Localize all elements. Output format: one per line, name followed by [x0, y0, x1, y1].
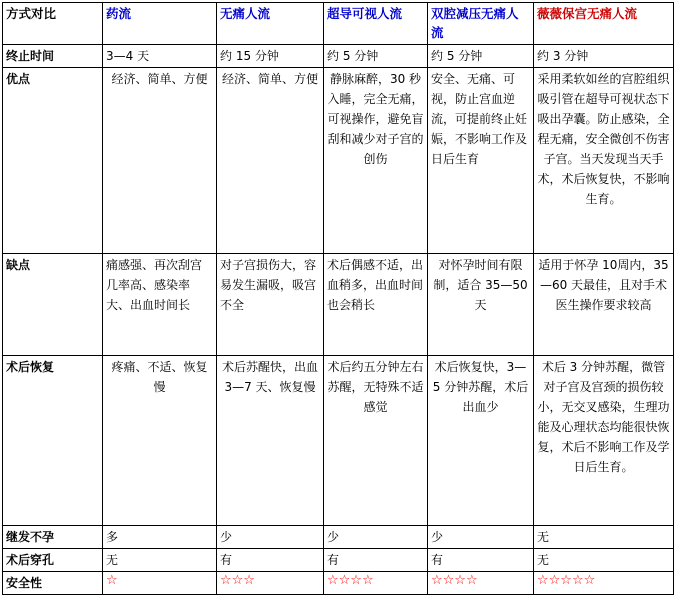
row-advantages: [3, 68, 674, 254]
row-label: 优点: [3, 68, 103, 254]
cell: 疼痛、不适、恢复慢: [103, 356, 217, 526]
row-infertility: [3, 526, 674, 549]
rating-stars: ☆☆☆☆☆: [534, 572, 674, 595]
method-double-lumen: 双腔减压无痛人流: [428, 3, 534, 45]
method-painless: 无痛人流: [217, 3, 324, 45]
method-weiwei: 薇薇保宫无痛人流: [534, 3, 674, 45]
cell: 经济、简单、方便: [103, 68, 217, 254]
corner-cell: 方式对比: [3, 3, 103, 45]
row-label: 安全性: [3, 572, 103, 595]
cell: 安全、无痛、可视，防止宫血逆流，可提前终止妊娠，不影响工作及日后生育: [428, 68, 534, 254]
row-label: 术后恢复: [3, 356, 103, 526]
cell: 有: [217, 549, 324, 572]
cell: 少: [217, 526, 324, 549]
rating-stars: ☆☆☆☆: [428, 572, 534, 595]
cell: 少: [428, 526, 534, 549]
cell: 采用柔软如丝的宫腔组织吸引管在超导可视状态下吸出孕囊。防止感染，全程无痛，安全微创不伤害子宫。当天发现当天手术，术后恢复快，不影响生育。: [534, 68, 674, 254]
cell: 约 3 分钟: [534, 45, 674, 68]
row-label: 术后穿孔: [3, 549, 103, 572]
cell: 有: [428, 549, 534, 572]
method-visual: 超导可视人流: [324, 3, 428, 45]
cell: 有: [324, 549, 428, 572]
row-recovery: [3, 356, 674, 526]
cell: 无: [534, 549, 674, 572]
cell: 无: [103, 549, 217, 572]
row-label: 缺点: [3, 254, 103, 356]
rating-stars: ☆: [103, 572, 217, 595]
row-label: 终止时间: [3, 45, 103, 68]
row-duration: [3, 45, 674, 68]
rating-stars: ☆☆☆: [217, 572, 324, 595]
row-perforation: [3, 549, 674, 572]
comparison-table: [2, 2, 674, 595]
cell: 术后恢复快，3—5 分钟苏醒，术后出血少: [428, 356, 534, 526]
method-medical: 药流: [103, 3, 217, 45]
row-label: 继发不孕: [3, 526, 103, 549]
header-row: [3, 3, 674, 45]
cell: 术后苏醒快，出血 3—7 天、恢复慢: [217, 356, 324, 526]
row-disadvantages: [3, 254, 674, 356]
cell: 3—4 天: [103, 45, 217, 68]
cell: 约 15 分钟: [217, 45, 324, 68]
cell: 术后 3 分钟苏醒，微管对子宫及宫颈的损伤较小，无交叉感染，生理功能及心理状态均能很快恢复，术后不影响工作及学日后生育。: [534, 356, 674, 526]
cell: 多: [103, 526, 217, 549]
cell: 经济、简单、方便: [217, 68, 324, 254]
cell: 对怀孕时间有限制，适合 35—50 天: [428, 254, 534, 356]
cell: 痛感强、再次刮宫几率高、感染率大、出血时间长: [103, 254, 217, 356]
cell: 少: [324, 526, 428, 549]
cell: 静脉麻醉，30 秒入睡，完全无痛，可视操作，避免盲刮和减少对子宫的创伤: [324, 68, 428, 254]
cell: 约 5 分钟: [428, 45, 534, 68]
cell: 术后约五分钟左右苏醒，无特殊不适感觉: [324, 356, 428, 526]
cell: 适用于怀孕 10周内，35—60 天最佳，且对手术医生操作要求较高: [534, 254, 674, 356]
cell: 约 5 分钟: [324, 45, 428, 68]
rating-stars: ☆☆☆☆: [324, 572, 428, 595]
cell: 术后偶感不适，出血稍多，出血时间也会稍长: [324, 254, 428, 356]
cell: 无: [534, 526, 674, 549]
row-safety: [3, 572, 674, 595]
cell: 对子宫损伤大，容易发生漏吸，吸宫不全: [217, 254, 324, 356]
